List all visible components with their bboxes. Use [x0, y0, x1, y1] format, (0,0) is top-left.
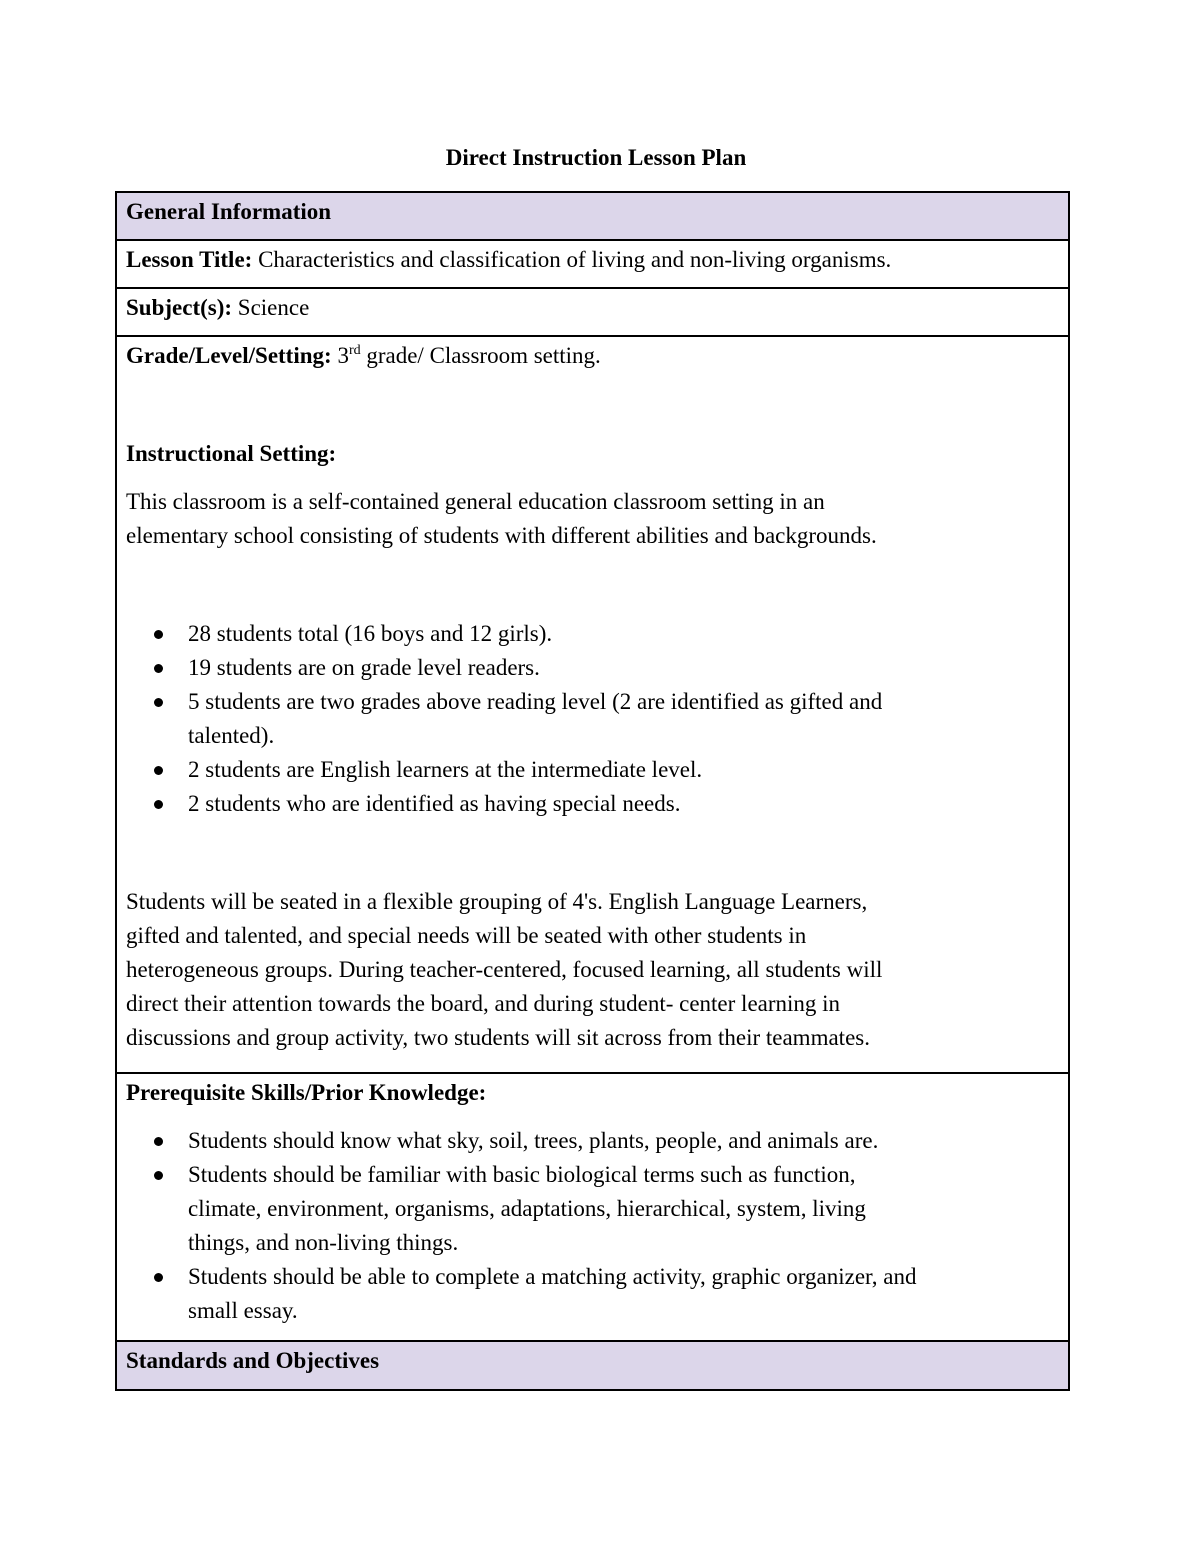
setting-description-line-1: This classroom is a self-contained general education classroom setting in an — [126, 489, 825, 514]
list-item-continuation — [126, 1294, 1059, 1328]
setting-description-line-2: elementary school consisting of students with different abilities and backgrounds. — [126, 523, 877, 548]
grade-number: 3 — [337, 343, 349, 368]
seating-line: discussions and group activity, two students will sit across from their teammates. — [126, 1025, 870, 1050]
list-item-continuation-text: climate, environment, organisms, adaptations, hierarchical, system, living — [188, 1196, 866, 1221]
list-item: 2 students are English learners at the intermediate level. — [126, 753, 1059, 787]
list-item-continuation-text: talented). — [188, 723, 275, 748]
list-item: 2 students who are identified as having special needs. — [126, 787, 1059, 821]
standards-header: Standards and Objectives — [126, 1348, 380, 1373]
prerequisites-list — [126, 1124, 1059, 1328]
list-item: Students should be familiar with basic biological terms such as function, — [126, 1158, 1059, 1192]
general-information-header: General Information — [126, 199, 332, 224]
list-item-continuation — [126, 719, 1059, 753]
seating-line: heterogeneous groups. During teacher-centered, focused learning, all students will — [126, 957, 883, 982]
list-item-continuation — [126, 1192, 1059, 1226]
general-information-header-row — [117, 193, 1068, 241]
subjects-value: Science — [237, 295, 310, 320]
grade-label: Grade/Level/Setting: — [126, 343, 332, 368]
prerequisites-row — [117, 1074, 1068, 1342]
list-item-continuation-text: small essay. — [188, 1298, 298, 1323]
grade-suffix: rd — [348, 343, 361, 358]
grade-rest: grade/ Classroom setting. — [366, 343, 601, 368]
prerequisites-label: Prerequisite Skills/Prior Knowledge: — [126, 1080, 487, 1105]
list-item-continuation-text: things, and non-living things. — [188, 1230, 459, 1255]
list-item: Students should be able to complete a matching activity, graphic organizer, and — [126, 1260, 1059, 1294]
list-item: 28 students total (16 boys and 12 girls). — [126, 617, 1059, 651]
instructional-setting-label: Instructional Setting: — [126, 441, 337, 466]
lesson-title-label: Lesson Title: — [126, 247, 253, 272]
list-item: 5 students are two grades above reading level (2 are identified as gifted and — [126, 685, 1059, 719]
standards-header-row — [117, 1342, 1068, 1389]
list-item: 19 students are on grade level readers. — [126, 651, 1059, 685]
seating-line: Students will be seated in a flexible grouping of 4's. English Language Learners, — [126, 889, 868, 914]
list-item: Students should know what sky, soil, trees, plants, people, and animals are. — [126, 1124, 1059, 1158]
document-title: Direct Instruction Lesson Plan — [445, 145, 747, 170]
grade-setting-row — [117, 337, 1068, 1074]
subjects-row — [117, 289, 1068, 337]
seating-line: direct their attention towards the board, and during student- center learning in — [126, 991, 841, 1016]
grade-level-setting — [126, 339, 1059, 373]
student-composition-list — [126, 617, 1059, 821]
seating-line: gifted and talented, and special needs will be seated with other students in — [126, 923, 807, 948]
lesson-title-value: Characteristics and classification of living and non-living organisms. — [258, 247, 892, 272]
lesson-plan-table — [115, 191, 1070, 1391]
lesson-title-row — [117, 241, 1068, 289]
list-item-continuation — [126, 1226, 1059, 1260]
subjects-label: Subject(s): — [126, 295, 233, 320]
